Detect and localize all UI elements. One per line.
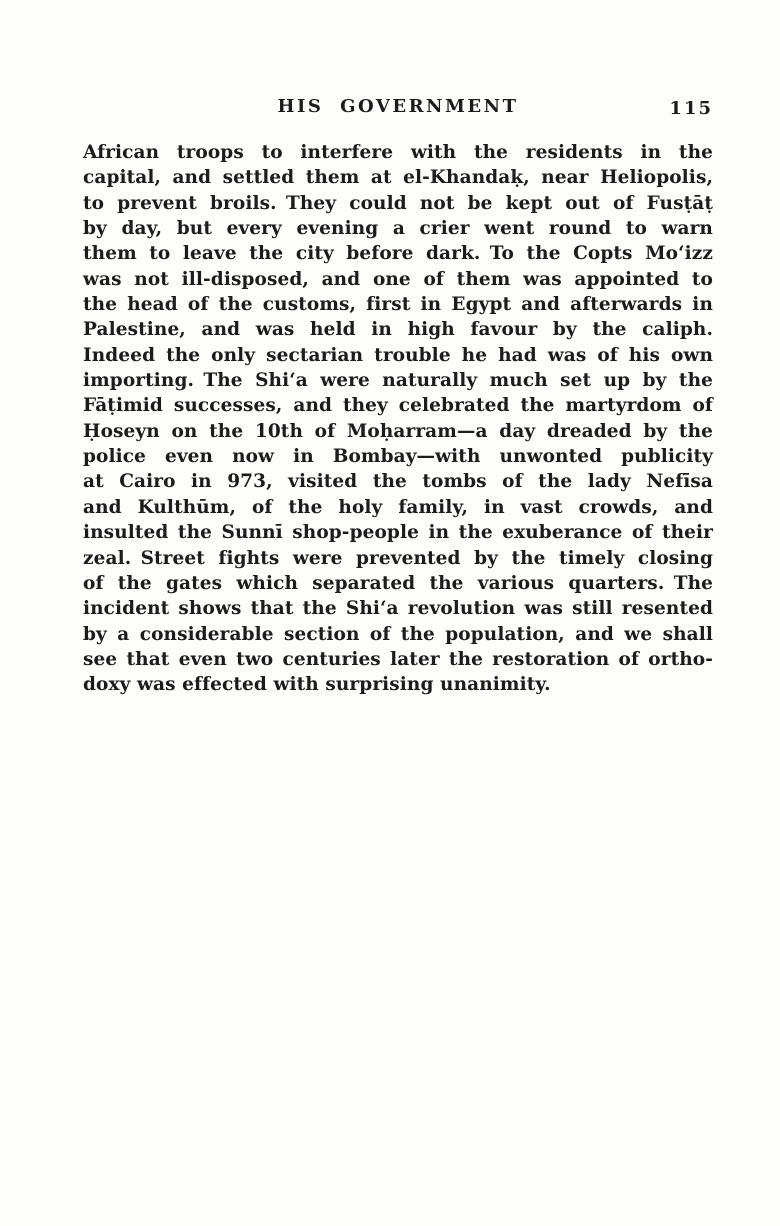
text-line: at Cairo in 973, visited the tombs of the lady Nefīsa	[83, 471, 713, 493]
text-line: zeal. Street fights were prevented by the timely closing	[83, 547, 713, 569]
body-text	[83, 140, 713, 698]
text-line: African troops to interfere with the residents in the	[83, 142, 713, 163]
page-number: 115	[669, 98, 713, 119]
text-line: Ḥoseyn on the 10th of Moḥarram—a day dreaded by the	[83, 420, 713, 442]
text-line: insulted the Sunnī shop-people in the exuberance of their	[83, 522, 713, 544]
text-line: them to leave the city before dark. To the Copts Mo‘izz	[83, 243, 713, 265]
text-line: capital, and settled them at el-Khandaḳ, near Heliopolis,	[83, 167, 713, 189]
text-line: police even now in Bombay—with unwonted publicity	[83, 446, 713, 468]
text-line: doxy was effected with surprising unanimity.	[83, 674, 551, 696]
text-line: importing. The Shi‘a were naturally much set up by the	[83, 370, 713, 392]
text-line: see that even two centuries later the restoration of ortho-	[83, 648, 713, 670]
text-line: the head of the customs, first in Egypt and afterwards in	[83, 294, 713, 316]
running-head	[83, 96, 713, 120]
text-line: Indeed the only sectarian trouble he had was of his own	[83, 344, 713, 366]
text-line: to prevent broils. They could not be kept out of Fusṭāṭ	[83, 192, 713, 214]
text-line: by day, but every evening a crier went round to warn	[83, 218, 713, 240]
text-line: of the gates which separated the various quarters. The	[83, 572, 713, 594]
running-head-title: HIS GOVERNMENT	[277, 96, 519, 117]
text-line: Palestine, and was held in high favour by the caliph.	[83, 319, 713, 341]
text-line: by a considerable section of the population, and we shall	[83, 623, 713, 645]
text-line: incident shows that the Shi‘a revolution was still resented	[83, 598, 713, 620]
text-line: was not ill-disposed, and one of them was appointed to	[83, 268, 713, 290]
text-line: Fāṭimid successes, and they celebrated the martyrdom of	[83, 395, 713, 417]
text-line: and Kulthūm, of the holy family, in vast crowds, and	[83, 496, 713, 518]
